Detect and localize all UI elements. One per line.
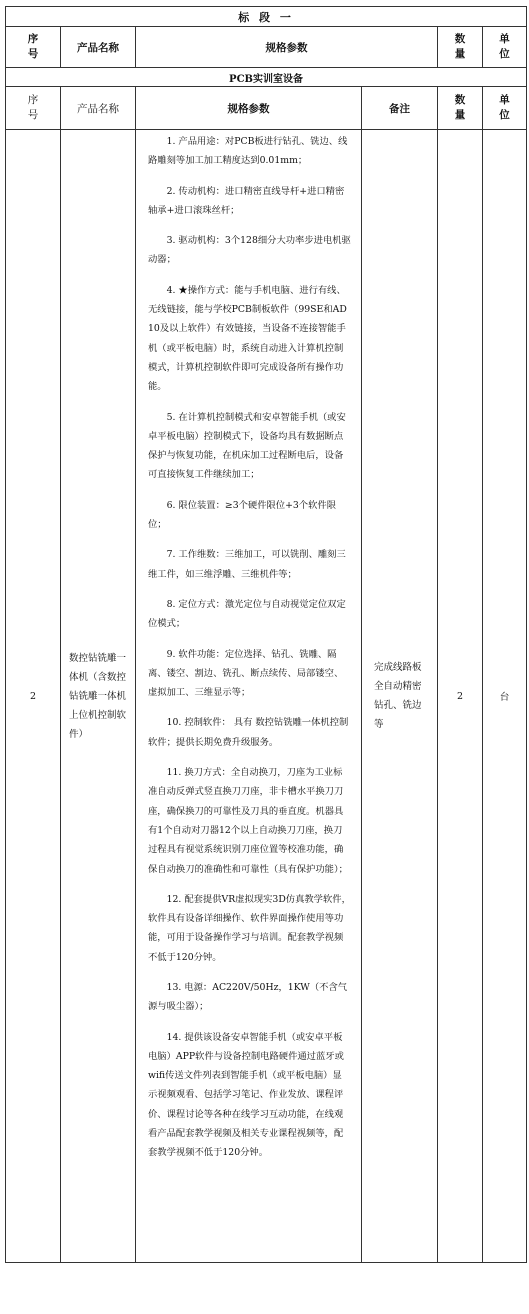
spec-item: 12. 配套提供VR虚拟现实3D仿真教学软件，软件具有设备详细操作、软件界面操作使用等功能，可用于设备操作学习与培训。配套教学视频不低于120分钟。	[148, 893, 351, 963]
table-row	[6, 130, 527, 1263]
section-title: 标 段 一	[6, 7, 527, 27]
header-unit: 单 位	[483, 27, 527, 68]
spec-item: 5. 在计算机控制模式和安卓智能手机（或安卓平板电脑）控制模式下，设备均具有数据断点保护与恢复功能，在机床加工过程断电后，设备可直接恢复工件继续加工；	[148, 411, 346, 481]
header-product-name: 产品名称	[61, 27, 136, 68]
header-row-2	[6, 87, 527, 130]
row-unit: 台	[483, 130, 527, 1263]
row-seq: 2	[6, 130, 61, 1263]
row-remark: 完成线路板全自动精密钻孔、铣边等	[362, 130, 438, 1263]
header2-remark: 备注	[362, 87, 438, 130]
spec-table	[5, 6, 527, 1263]
header2-unit: 单 位	[483, 87, 527, 130]
spec-item: 3. 驱动机构：3个128细分大功率步进电机驱动器；	[148, 235, 351, 266]
spec-item: 13. 电源：AC220V/50Hz，1KW（不含气源与吸尘器）；	[148, 981, 348, 1013]
spec-item: 8. 定位方式：激光定位与自动视觉定位双定位模式；	[148, 598, 346, 630]
row-spec-list	[136, 130, 362, 1263]
header2-seq: 序 号	[6, 87, 61, 130]
spec-item: 4. ★操作方式：能与手机电脑、进行有线、无线链接，能与学校PCB制板软件（99SE和AD10及以上软件）有效链接，当设备不连接智能手机（或平板电脑）时，系统自动进入计算机控制模式，计算机控制软件即可完成设备所有操作功能。	[148, 284, 347, 393]
header-row-1	[6, 27, 527, 68]
header-seq: 序 号	[6, 27, 61, 68]
spec-item: 10. 控制软件： 具有 数控钻铣雕一体机控制软件；提供长期免费升级服务。	[148, 717, 349, 748]
header2-product-name: 产品名称	[61, 87, 136, 130]
header-spec: 规格参数	[136, 27, 438, 68]
spec-item: 2. 传动机构：进口精密直线导杆+进口精密轴承+进口滚珠丝杆；	[148, 185, 345, 216]
header-qty: 数 量	[438, 27, 483, 68]
row-qty: 2	[438, 130, 483, 1263]
category-row	[6, 68, 527, 87]
row-product-name: 数控钻铣雕一体机（含数控钻铣雕一体机上位机控制软件）	[61, 130, 136, 1263]
spec-item: 7. 工作维数：三维加工，可以铣削、雕刻三维工件，如三维浮雕、三维机件等；	[148, 549, 346, 580]
spec-item: 1. 产品用途：对PCB板进行钻孔、铣边、线路雕刻等加工加工精度达到0.01mm；	[148, 136, 348, 167]
category-title: PCB实训室设备	[6, 68, 527, 87]
section-title-row	[6, 7, 527, 27]
spec-item: 6. 限位装置：≥3个硬件限位+3个软件限位；	[148, 499, 336, 531]
header2-spec: 规格参数	[136, 87, 362, 130]
spec-item: 9. 软件功能：定位选择、钻孔、铣雕、隔离、镂空、割边、铣孔、断点续传、局部镂空、虚拟加工、三维显示等；	[148, 648, 344, 699]
spec-item: 11. 换刀方式：全自动换刀，刀座为工业标准自动反弹式竖直换刀刀座，非卡槽水平换刀刀座，确保换刀的可靠性及刀具的垂直度。机器具有1个自动对刀器12个以上自动换刀刀座，换刀过程具有视觉系统识别刀座位置等校准功能，确保自动换刀的准确性和可靠性（具有保护功能）；	[148, 767, 348, 875]
spec-item: 14. 提供该设备安卓智能手机（或安卓平板电脑）APP软件与设备控制电路硬件通过蓝牙或wifi传送文件列表到智能手机（或平板电脑）显示视频观看、包括学习笔记、作业发放、课程评价、课程讨论等各种在线学习互动功能，在线观看产品配套教学视频及相关专业课程视频等，配套教学视频不低于120分钟。	[148, 1031, 344, 1159]
header2-qty: 数 量	[438, 87, 483, 130]
